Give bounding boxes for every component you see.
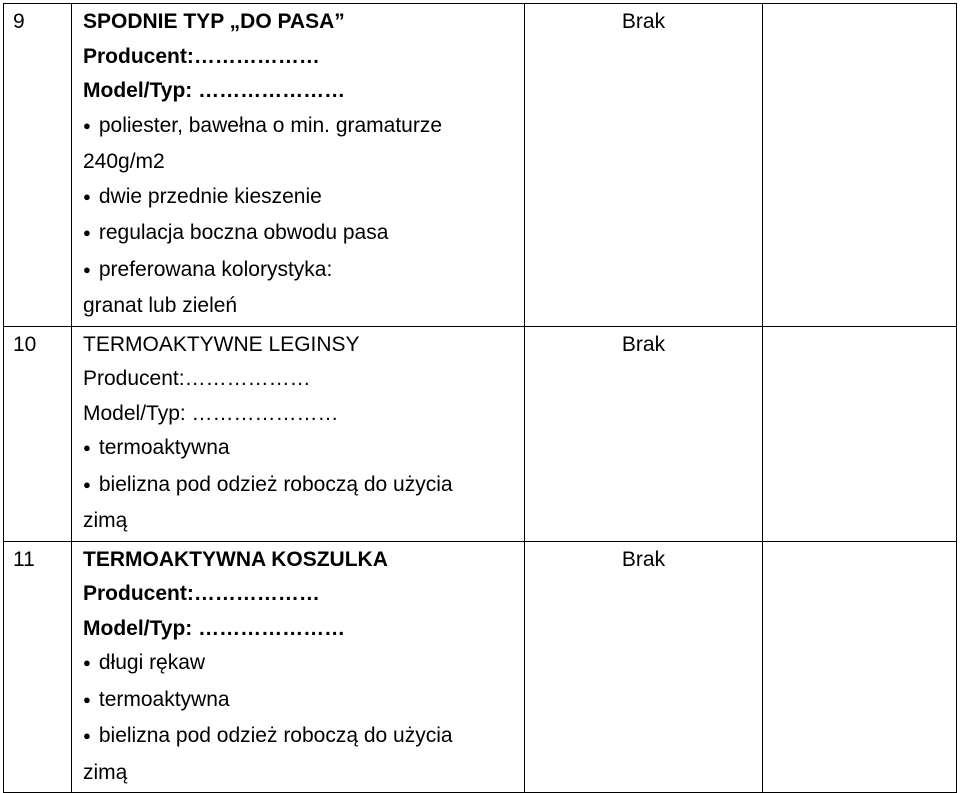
item-description [72,4,525,327]
item-description [72,326,525,541]
table-row [4,541,957,793]
row-number: 11 [4,541,72,793]
table-row [4,4,957,327]
feature-continuation: zimą [83,760,128,784]
producer-field: Producent:……………… [83,582,320,605]
row-number: 9 [4,4,72,327]
item-description [72,541,525,793]
feature-bullet: ● regulacja boczna obwodu pasa [83,216,524,253]
feature-continuation: 240g/m2 [83,150,165,173]
model-field: Model/Typ: ………………… [83,79,346,102]
producer-field: Producent:……………… [83,367,311,390]
feature-bullet: ● termoaktywna [83,683,524,720]
feature-bullet: ● poliester, bawełna o min. gramaturze [83,109,524,146]
item-title: TERMOAKTYWNA KOSZULKA [83,547,388,571]
feature-continuation: zimą [83,509,128,532]
table-row [4,326,957,541]
status-cell: Brak [525,326,763,541]
feature-bullet: ● dwie przednie kieszenie [83,180,524,217]
producer-field: Producent:……………… [83,44,320,68]
status-cell: Brak [525,541,763,793]
model-field: Model/Typ: ………………… [83,616,346,640]
specification-table [3,3,957,793]
feature-bullet: ● długi rękaw [83,646,524,683]
feature-bullet: ● preferowana kolorystyka: [83,253,524,290]
item-title: SPODNIE TYP „DO PASA” [83,10,345,33]
feature-bullet: ● bielizna pod odzież roboczą do użycia [83,719,524,756]
feature-bullet: ● termoaktywna [83,431,524,468]
feature-bullet: ● bielizna pod odzież roboczą do użycia [83,468,524,505]
feature-continuation: granat lub zieleń [83,294,238,317]
empty-cell [763,326,957,541]
model-field: Model/Typ: ………………… [83,401,339,425]
item-title: TERMOAKTYWNE LEGINSY [83,332,360,356]
empty-cell [763,541,957,793]
status-cell: Brak [525,4,763,327]
empty-cell [763,4,957,327]
row-number: 10 [4,326,72,541]
